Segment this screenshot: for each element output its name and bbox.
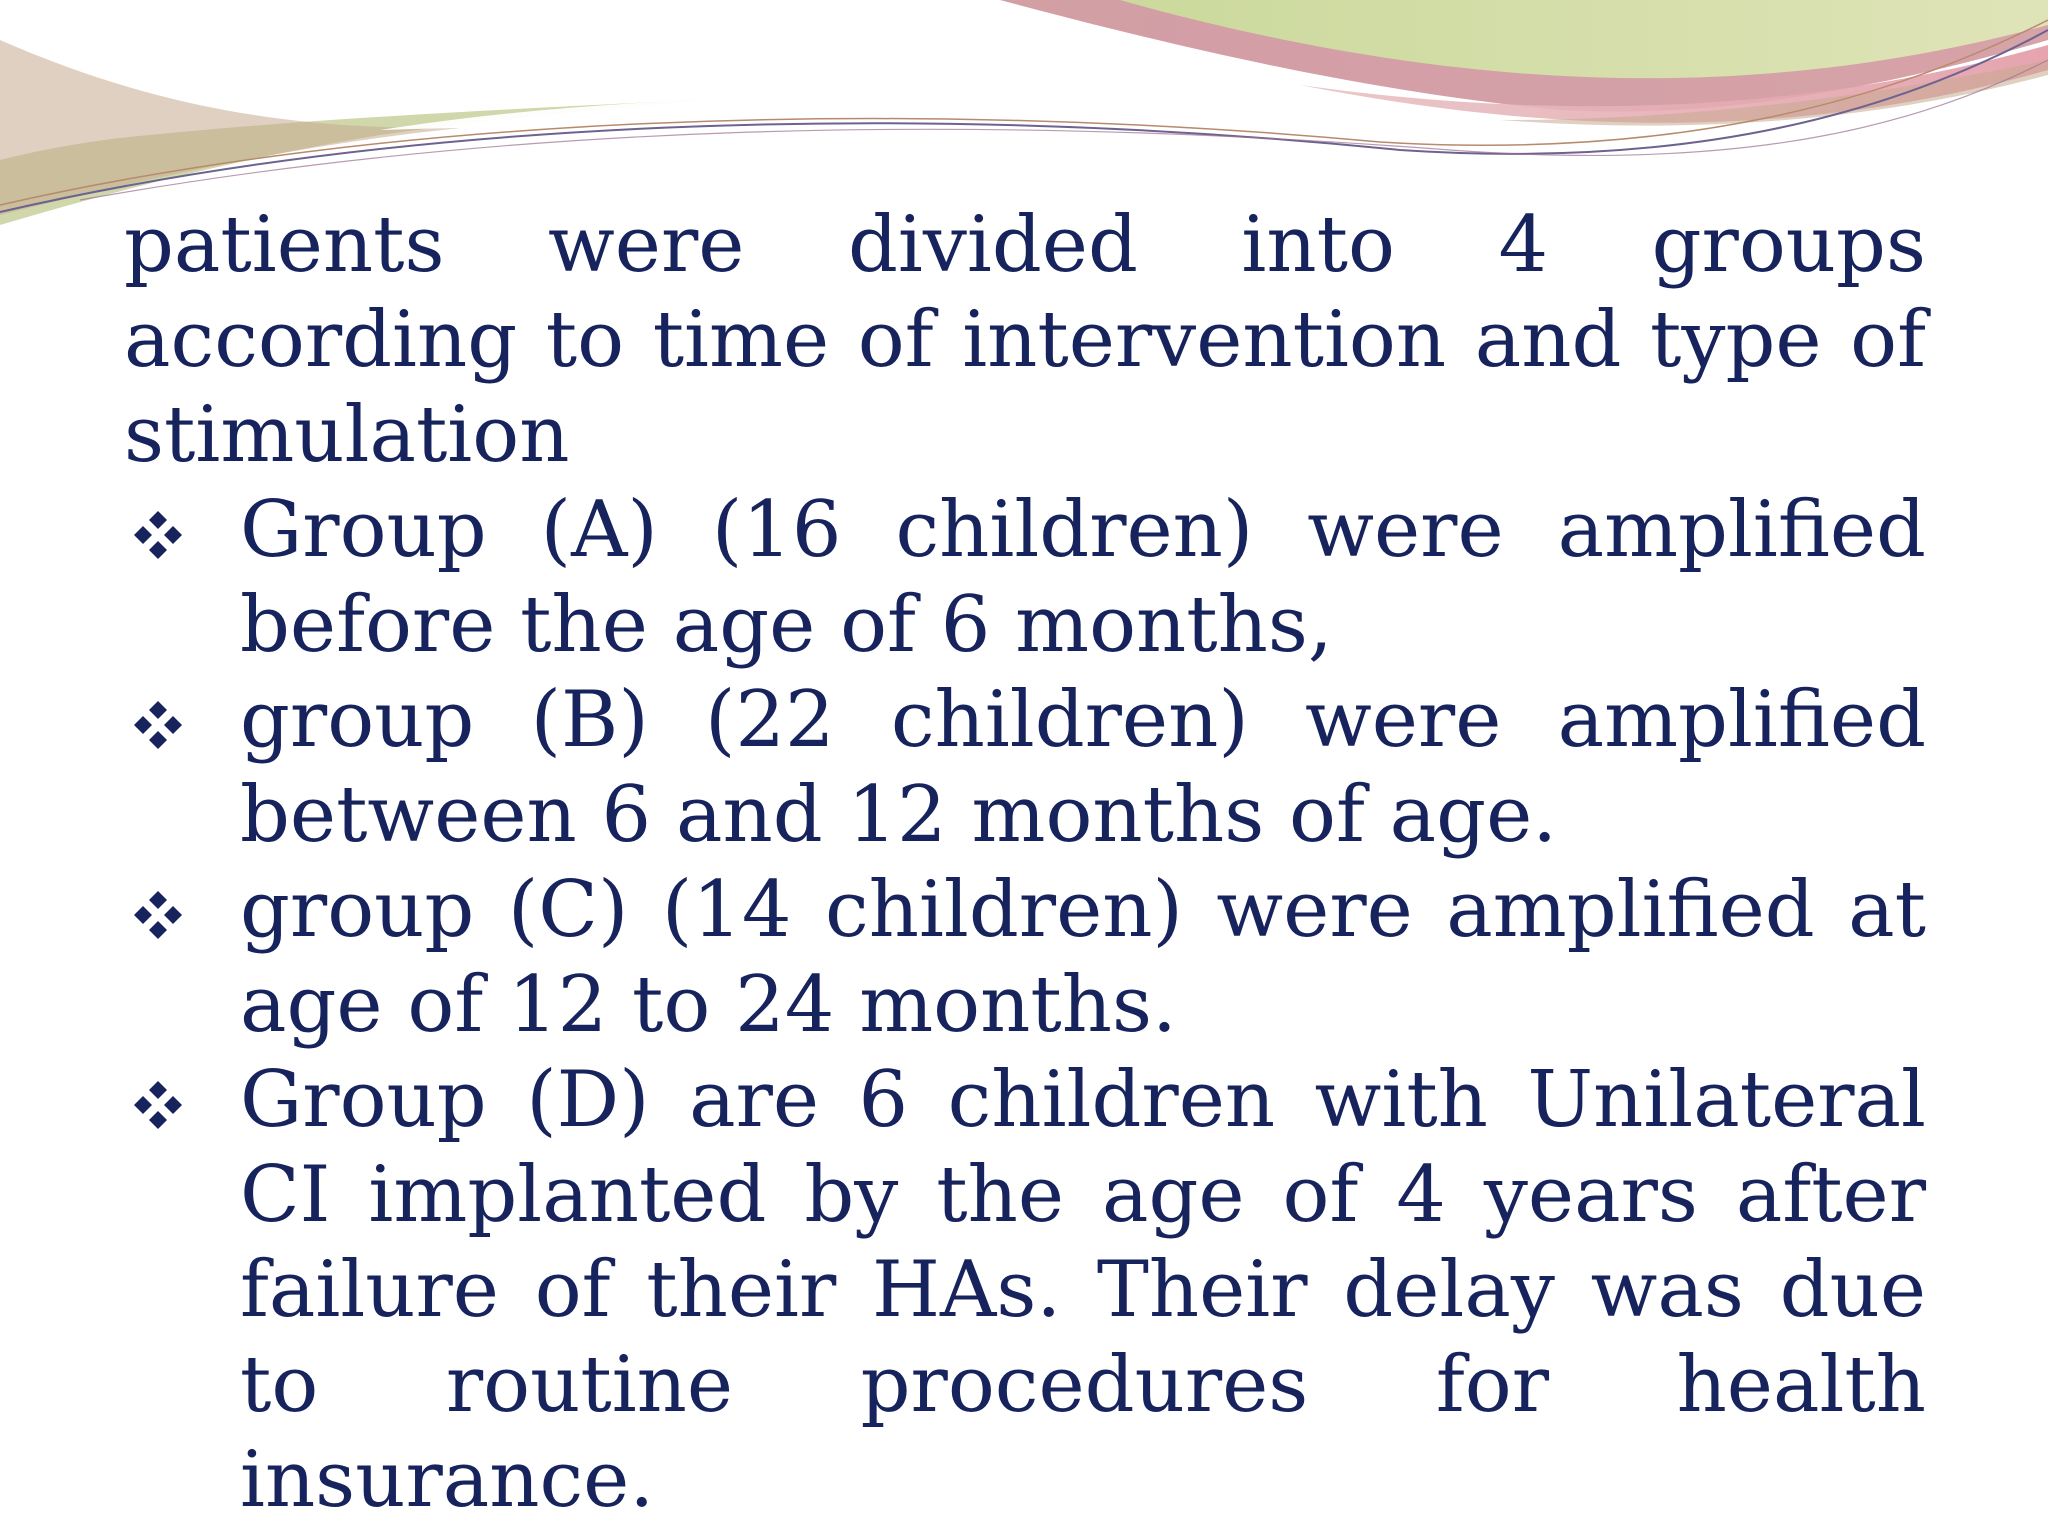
bullet-group-a xyxy=(124,483,1926,673)
bullet-group-b xyxy=(124,673,1926,863)
bullet-group-d xyxy=(124,1053,1926,1528)
diamond-bullet-icon xyxy=(128,505,188,565)
diamond-bullet-icon xyxy=(128,695,188,755)
bullet-text: Group (D) are 6 children with Unilateral CI implanted by the age of 4 years after failure of their HAs. Their delay was due to routine procedures for health insurance. xyxy=(240,1055,1926,1525)
intro-paragraph: patients were divided into 4 groups according to time of intervention and type of stimulation xyxy=(124,200,1926,480)
bullet-text: group (C) (14 children) were amplified at age of 12 to 24 months. xyxy=(240,865,1926,1050)
bullet-text: Group (A) (16 children) were amplified before the age of 6 months, xyxy=(240,485,1926,670)
diamond-bullet-icon xyxy=(128,885,188,945)
diamond-bullet-icon xyxy=(128,1075,188,1135)
slide-content xyxy=(124,198,1926,1528)
bullet-group-c xyxy=(124,863,1926,1053)
bullet-list xyxy=(124,483,1926,1528)
bullet-text: group (B) (22 children) were amplified between 6 and 12 months of age. xyxy=(240,675,1926,860)
